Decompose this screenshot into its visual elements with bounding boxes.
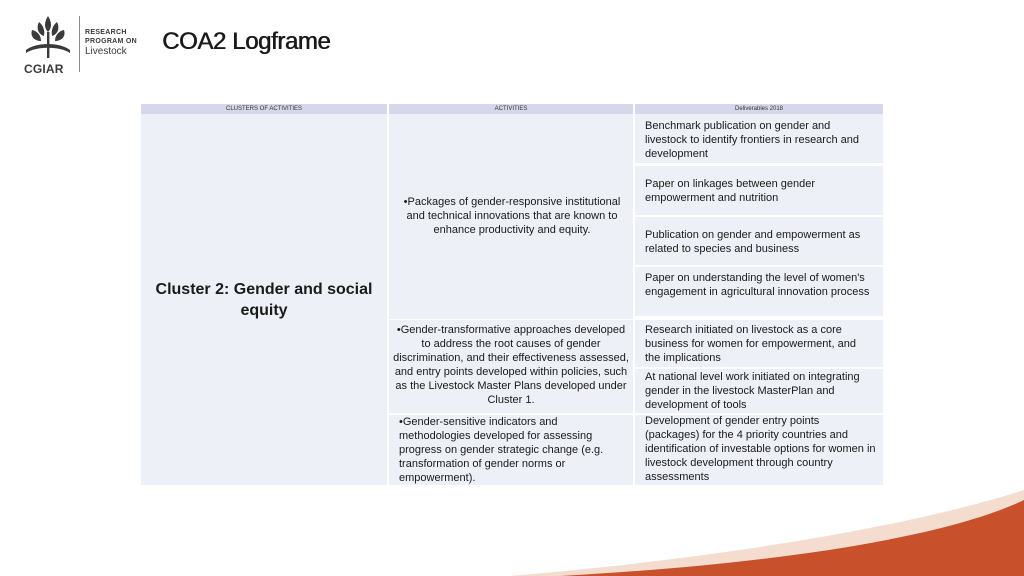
deliverable-text-1: Benchmark publication on gender and livestock to identify frontiers in research and development xyxy=(645,120,859,160)
logo-line-2: PROGRAM ON xyxy=(85,38,137,45)
activity-text-2: •Gender-transformative approaches developed to address the root causes of gender discrimination, and their effectiveness assessed, and entry points developed within policies, such as the Livestock Master Plans developed under Cluster 1. xyxy=(393,324,629,406)
logo-cgiar-text: CGIAR xyxy=(24,62,64,76)
activity-text-1: •Packages of gender-responsive institutional and technical innovations that are known to enhance productivity and equity. xyxy=(403,196,621,236)
activity-text-3: •Gender-sensitive indicators and methodologies developed for assessing progress on gender strategic change (e.g. transformation of gender norms or empowerment). xyxy=(399,416,604,484)
deliverable-text-2: Paper on linkages between gender empowerment and nutrition xyxy=(645,178,816,204)
cluster-cell: Cluster 2: Gender and social equity xyxy=(141,114,387,485)
deliverable-text-3: Publication on gender and empowerment as related to species and business xyxy=(645,229,861,255)
deliverable-text-6: At national level work initiated on integrating gender in the livestock MasterPlan and development of tools xyxy=(645,371,860,411)
slide-title: COA2 Logframe xyxy=(162,28,331,55)
deliverable-text-5: Research initiated on livestock as a core business for women for empowerment, and the implications xyxy=(645,324,856,364)
deliverable-text-7: Development of gender entry points (packages) for the 4 priority countries and identification of investable options for women in livestock development through country assessments xyxy=(645,415,876,483)
logo-line-1: RESEARCH xyxy=(85,29,127,36)
header-deliverables: Deliverables 2018 xyxy=(635,104,883,114)
deliverable-text-4: Paper on understanding the level of women's engagement in agricultural innovation process xyxy=(645,272,870,298)
header-clusters: CLUSTERS OF ACTIVITIES xyxy=(141,104,387,114)
header-activities: ACTIVITIES xyxy=(389,104,633,114)
logo-line-3: Livestock xyxy=(85,46,127,57)
